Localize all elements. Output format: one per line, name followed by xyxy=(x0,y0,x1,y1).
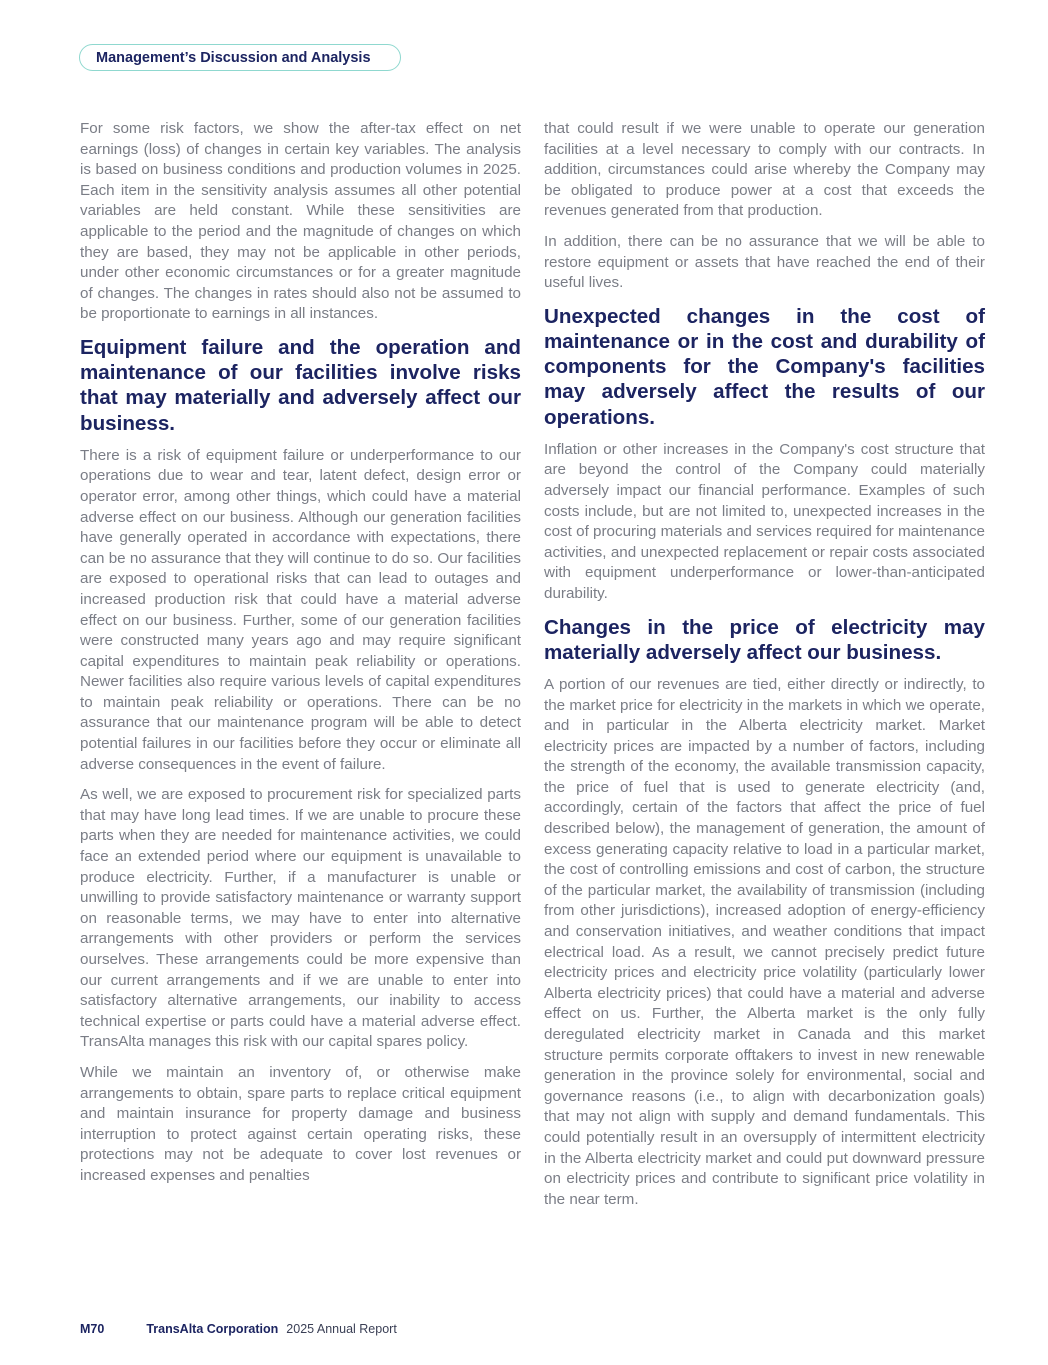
footer-report: 2025 Annual Report xyxy=(286,1322,397,1336)
paragraph-spare-parts: While we maintain an inventory of, or otherwise make arrangements to obtain, spare parts to replace critical equipment and maintain insurance for property damage and business interruption to protect against certain operating risks, these protections may not be adequate to cover lost revenues or increased expenses and penalties xyxy=(80,1063,521,1184)
paragraph-procurement-risk: As well, we are exposed to procurement risk for specialized parts that may have long lead times. If we are unable to procure these parts when they are needed for maintenance activities, we could face an extended period where our equipment is unavailable to produce electricity. Further, if a manufacturer is unable or unwilling to provide satisfactory maintenance or warranty support on reasonable terms, we may have to enter into alternative arrangements with other providers or perform the services ourselves. These arrangements could be more expensive than our current arrangements and if we are unable to enter into satisfactory alternative arrangements, our inability to access technical expertise or parts could have a material adverse effect. TransAlta manages this risk with our capital spares policy. xyxy=(80,786,521,1051)
right-column xyxy=(544,119,985,1220)
paragraph-contracts-continued: that could result if we were unable to operate our generation facilities at a level necessary to comply with our contracts. In addition, circumstances could arise whereby the Company may be obligated to produce power at a cost that exceeds the revenues generated from that production. xyxy=(544,120,985,220)
paragraph-sensitivity: For some risk factors, we show the after-tax effect on net earnings (loss) of changes in certain key variables. The analysis is based on business conditions and production volumes in 2025. Each item in the sensitivity analysis assumes all other potential variables are held constant. While these sensitivities are applicable to the period and the magnitude of changes on which they are based, they may not be applicable in other periods, under other economic circumstances or for a greater magnitude of changes. The changes in rates should also not be assumed to be proportionate to earnings in all instances. xyxy=(80,120,521,323)
left-column xyxy=(80,119,521,1197)
paragraph-equipment-risk: There is a risk of equipment failure or underperformance to our operations due to wear and tear, latent defect, design error or operator error, among other things, which could have a material adverse effect on our business. Although our generation facilities have generally operated in accordance with expectations, there can be no assurance that they will continue to do so. Our facilities are exposed to operational risks that can lead to outages and increased production risk that could have a material adverse effect on our business. Further, some of our generation facilities were constructed many years ago and may require significant capital expenditures to maintain peak reliability or operations. Newer facilities also require various levels of capital expenditures to maintain peak reliability or operations. There can be no assurance that our maintenance program will be able to detect potential failures in our facilities before they occur or eliminate all adverse consequences in the event of failure. xyxy=(80,446,521,773)
paragraph-restore-equipment: In addition, there can be no assurance that we will be able to restore equipment or assets that have reached the end of their useful lives. xyxy=(544,232,985,292)
paragraph-electricity-market: A portion of our revenues are tied, either directly or indirectly, to the market price for electricity in the markets in which we operate, and in particular in the Alberta electricity market. Market electricity prices are impacted by a number of factors, including the strength of the economy, the available transmission capacity, the price of fuel that is used to generate electricity (and, accordingly, certain of the factors that affect the price of fuel described below), the management of generation, the amount of excess generating capacity relative to load in a particular market, the cost of controlling emissions and cost of carbon, the structure of the particular market, the availability of transmission (including from other jurisdictions), increased adoption of energy-efficiency and conservation initiatives, and weather conditions that impact electrical load. As a result, we cannot precisely predict future electricity prices and electricity price volatility (particularly lower Alberta electricity prices) that could have a material and adverse effect on us. Further, the Alberta market is the only fully deregulated electricity market in Canada and this market structure permits corporate offtakers to invest in new renewable generation in the province solely for environmental, social and governance reasons (i.e., to align with decarbonization goals) that may not align with supply and demand fundamentals. This could potentially result in an oversupply of intermittent electricity in the Alberta electricity market and could put downward pressure on electricity prices and contribute to significant price volatility in the near term. xyxy=(544,675,985,1208)
page-number: M70 xyxy=(80,1322,105,1336)
heading-maintenance-cost: Unexpected changes in the cost of maintenance or in the cost and durability of components for the Company's facilities may adversely affect the results of our operations. xyxy=(544,304,985,429)
heading-equipment-failure: Equipment failure and the operation and maintenance of our facilities involve risks that may materially and adversely affect our business. xyxy=(80,335,521,435)
page-footer xyxy=(80,1322,397,1336)
paragraph-inflation: Inflation or other increases in the Company's cost structure that are beyond the control of the Company could materially adversely impact our financial performance. Examples of such costs include, but are not limited to, unexpected increases in the cost of procuring materials and services required for maintenance activities, and unexpected replacement or repair costs associated with equipment underperformance or lower-than-anticipated durability. xyxy=(544,440,985,602)
footer-company: TransAlta Corporation xyxy=(146,1322,279,1336)
section-title: Management’s Discussion and Analysis xyxy=(96,49,371,66)
heading-electricity-price: Changes in the price of electricity may materially adversely affect our business. xyxy=(544,615,985,664)
section-title-badge xyxy=(79,44,401,71)
